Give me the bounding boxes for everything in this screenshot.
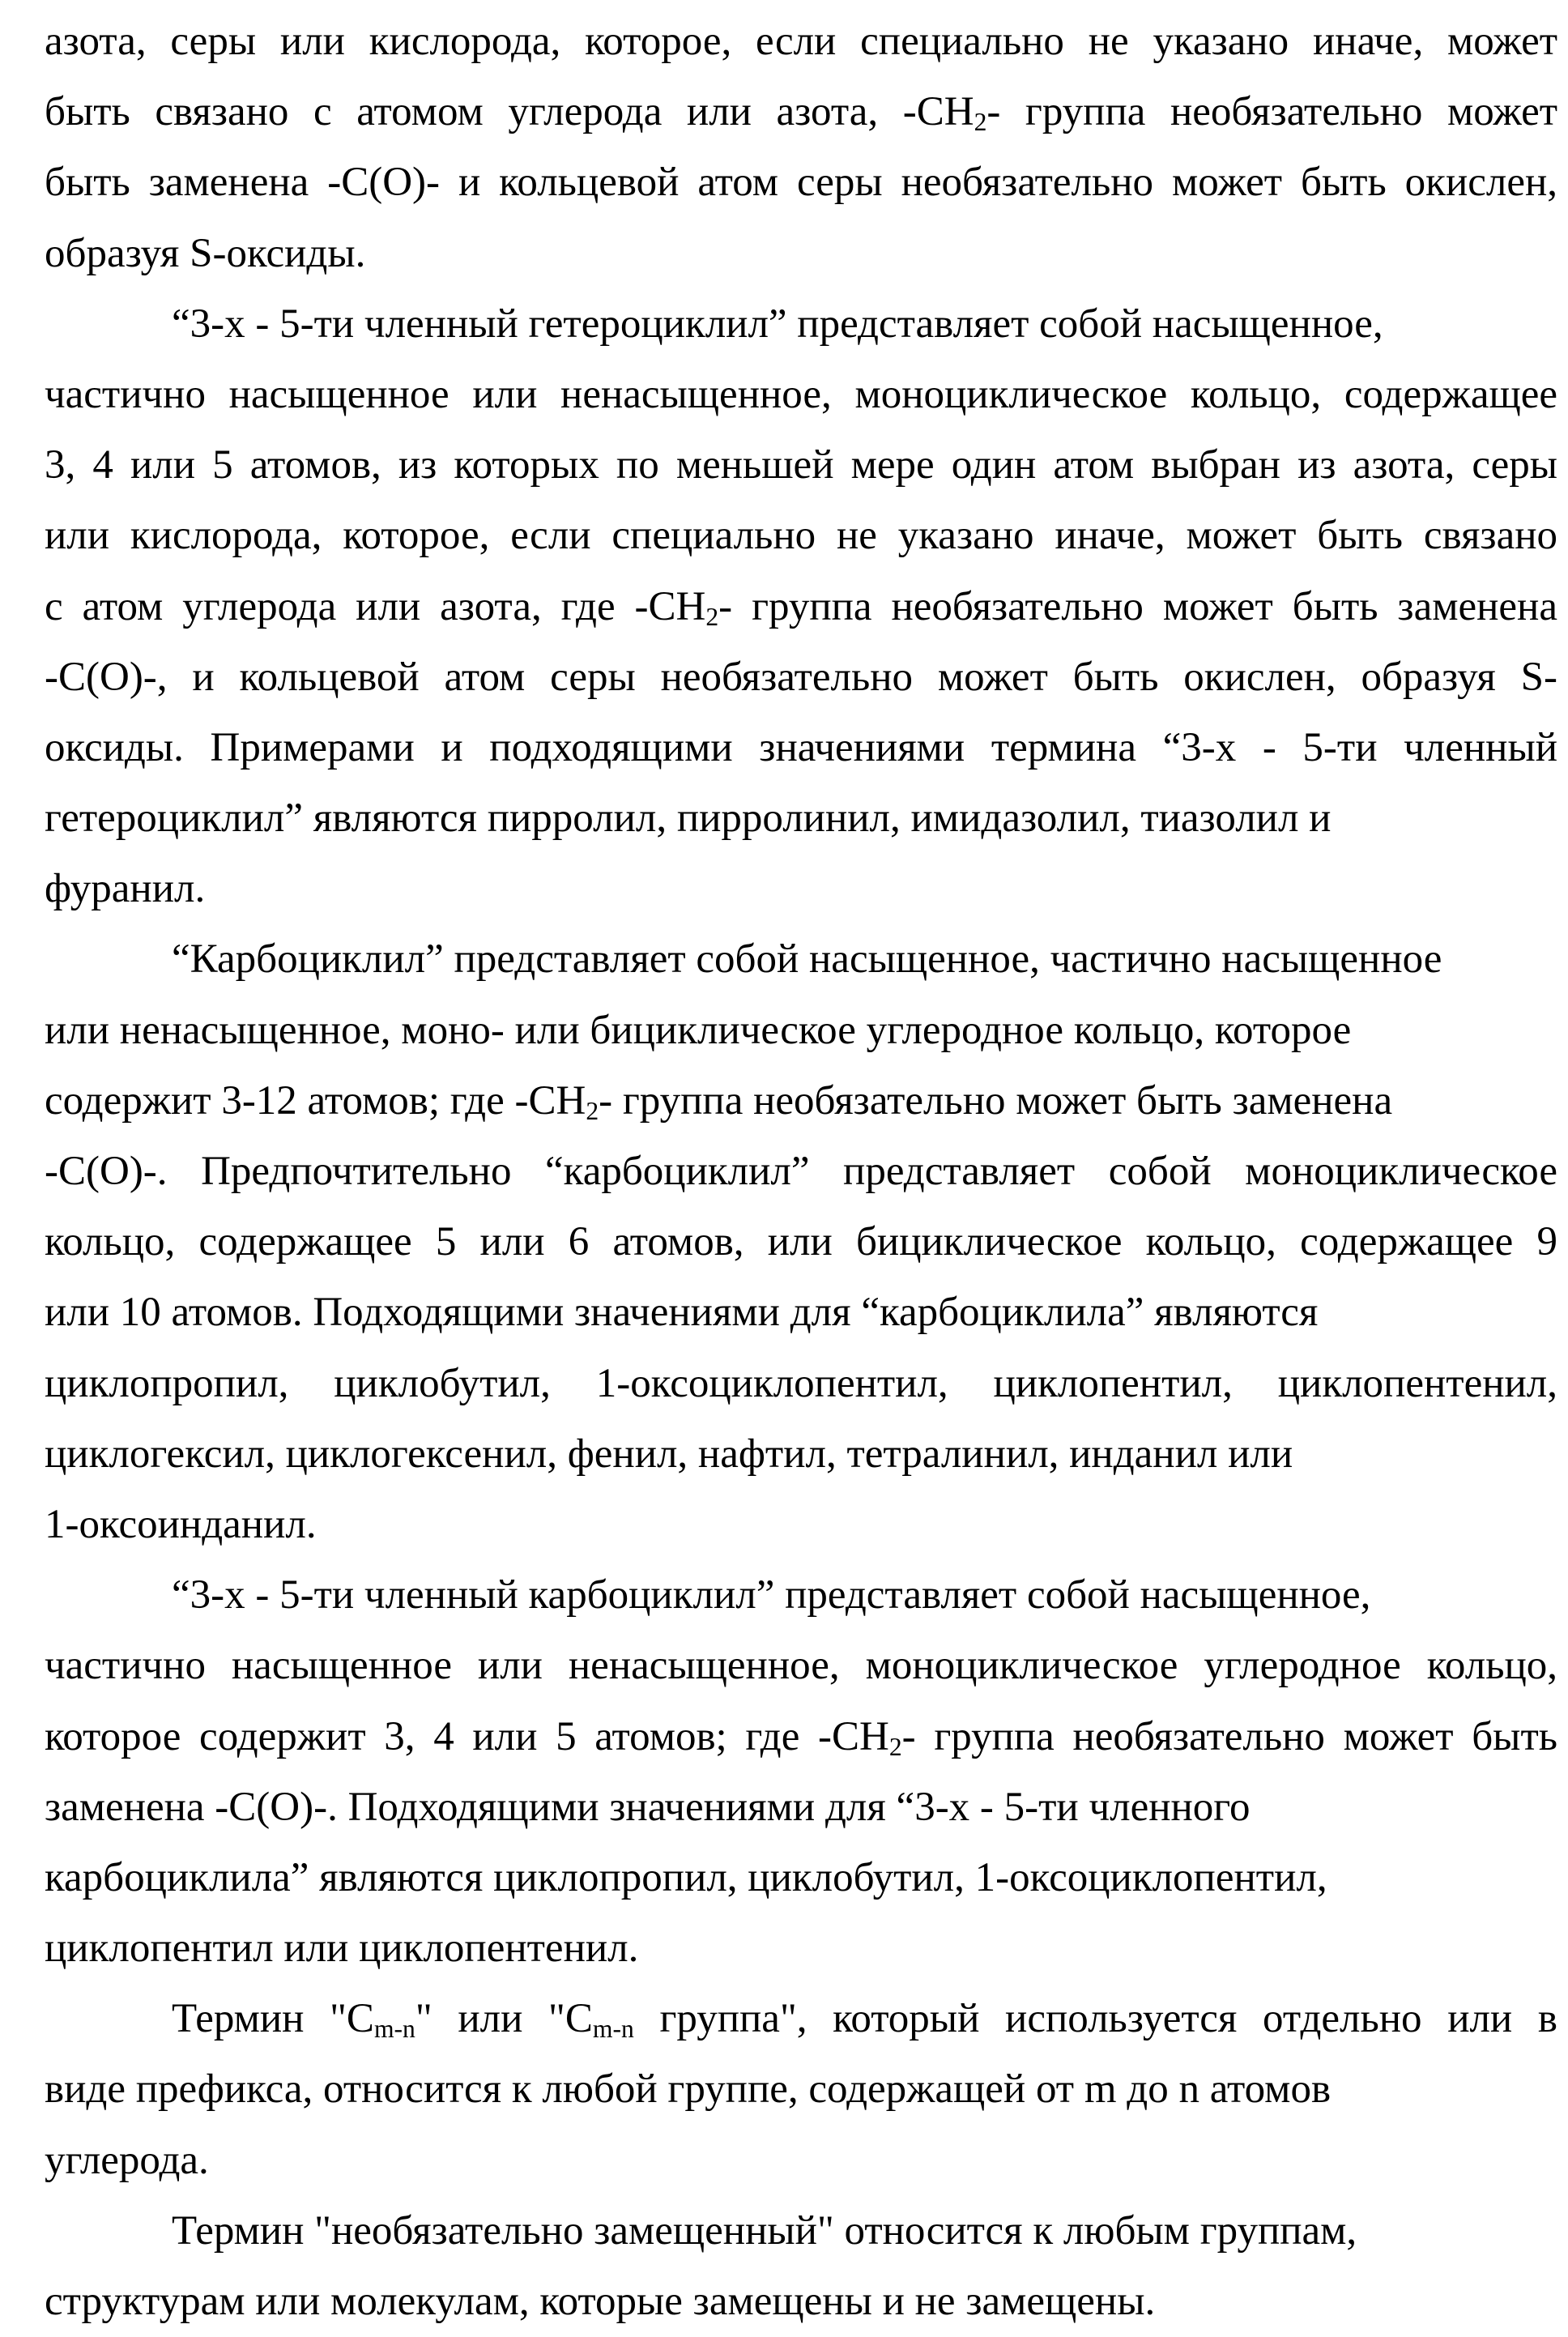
text-line — [45, 1913, 1557, 1984]
text-run: циклопентил или циклопентенил. — [45, 1925, 638, 1971]
text-run: -C(O)-, и кольцевой атом серы необязательно может быть окислен, образуя S- — [45, 655, 1557, 700]
text-line — [45, 1560, 1557, 1631]
text-line — [45, 6, 1557, 77]
text-line — [45, 854, 1557, 924]
subscript: 2 — [705, 602, 718, 630]
text-run: быть заменена -C(O)- и кольцевой атом серы необязательно может быть окислен, — [45, 160, 1557, 205]
subscript: 2 — [889, 1732, 902, 1760]
text-run: частично насыщенное или ненасыщенное, моноциклическое углеродное кольцо, — [45, 1643, 1557, 1688]
text-run: гетероциклил” являются пирролил, пирролинил, имидазолил, тиазолил и — [45, 795, 1331, 841]
text-run: частично насыщенное или ненасыщенное, моноциклическое кольцо, содержащее — [45, 372, 1557, 417]
text-run: которое содержит 3, 4 или 5 атомов; где -CH — [45, 1714, 889, 1759]
text-run: “3-х - 5-ти членный карбоциклил” представляет собой насыщенное, — [172, 1572, 1370, 1618]
text-line — [45, 1702, 1557, 1772]
text-run: кольцо, содержащее 5 или 6 атомов, или бициклическое кольцо, содержащее 9 — [45, 1219, 1557, 1264]
text-line — [45, 783, 1557, 854]
text-run: с атом углерода или азота, где -CH — [45, 584, 705, 629]
text-line — [45, 147, 1557, 218]
text-line — [45, 1490, 1557, 1560]
text-line — [45, 2054, 1557, 2125]
text-run: группа", который используется отдельно или в — [634, 1996, 1557, 2041]
text-line — [45, 1772, 1557, 1843]
text-run: “3-х - 5-ти членный гетероциклил” представляет собой насыщенное, — [172, 301, 1383, 347]
paragraph — [45, 1560, 1557, 1984]
text-line — [45, 1137, 1557, 1207]
subscript: 2 — [586, 1097, 599, 1125]
text-line — [45, 1631, 1557, 1701]
text-line — [45, 2267, 1557, 2337]
text-run: углерода. — [45, 2138, 209, 2183]
text-run: Термин "C — [172, 1996, 374, 2041]
text-line — [45, 642, 1557, 713]
text-line — [45, 501, 1557, 571]
paragraph — [45, 6, 1557, 289]
text-run: виде префикса, относится к любой группе, содержащей от m до n атомов — [45, 2066, 1331, 2112]
text-run: азота, серы или кислорода, которое, если специально не указано иначе, может — [45, 19, 1557, 64]
text-run: образуя S-оксиды. — [45, 231, 365, 276]
text-run: 1-оксоинданил. — [45, 1502, 317, 1547]
text-run: 3, 4 или 5 атомов, из которых по меньшей мере один атом выбран из азота, серы — [45, 442, 1557, 488]
text-run: содержит 3-12 атомов; где -CH — [45, 1078, 586, 1124]
text-line — [45, 2196, 1557, 2267]
text-run: оксиды. Примерами и подходящими значениями термина “3-х - 5-ти членный — [45, 725, 1557, 770]
text-run: - группа необязательно может — [986, 89, 1557, 134]
text-line — [45, 289, 1557, 360]
text-line — [45, 430, 1557, 501]
subscript: 2 — [974, 108, 987, 136]
text-run: - группа необязательно может быть заменена — [718, 584, 1557, 629]
text-run: заменена -C(O)-. Подходящими значениями для “3-х - 5-ти членного — [45, 1785, 1250, 1830]
text-run: - группа необязательно может быть — [902, 1714, 1557, 1759]
text-line — [45, 572, 1557, 642]
text-line — [45, 1843, 1557, 1913]
text-run: или ненасыщенное, моно- или бициклическое углеродное кольцо, которое — [45, 1008, 1351, 1053]
paragraph — [45, 924, 1557, 1560]
text-line — [45, 219, 1557, 289]
text-line — [45, 1984, 1557, 2054]
text-run: Термин "необязательно замещенный" относится к любым группам, — [172, 2208, 1357, 2254]
text-run: циклопропил, циклобутил, 1-оксоциклопентил, циклопентил, циклопентенил, — [45, 1361, 1557, 1406]
text-run: структурам или молекулам, которые замещены и не замещены. — [45, 2279, 1155, 2324]
text-line — [45, 924, 1557, 995]
text-line — [45, 2126, 1557, 2196]
subscript: m-n — [374, 2015, 415, 2043]
text-line — [45, 1349, 1557, 1419]
text-run: " или "C — [415, 1996, 593, 2041]
text-run: или 10 атомов. Подходящими значениями для “карбоциклила” являются — [45, 1290, 1318, 1335]
text-line — [45, 713, 1557, 783]
subscript: m-n — [593, 2015, 634, 2043]
text-run: -C(O)-. Предпочтительно “карбоциклил” представляет собой моноциклическое — [45, 1149, 1557, 1194]
text-line — [45, 1419, 1557, 1490]
paragraph — [45, 2196, 1557, 2337]
paragraph — [45, 1984, 1557, 2196]
text-line — [45, 1277, 1557, 1348]
paragraph — [45, 289, 1557, 925]
text-run: “Карбоциклил” представляет собой насыщенное, частично насыщенное — [172, 936, 1442, 982]
text-run: карбоциклила” являются циклопропил, циклобутил, 1-оксоциклопентил, — [45, 1855, 1327, 1900]
text-run: - группа необязательно может быть заменена — [599, 1078, 1392, 1124]
text-run: быть связано с атомом углерода или азота, -CH — [45, 89, 974, 134]
text-run: или кислорода, которое, если специально не указано иначе, может быть связано — [45, 513, 1557, 558]
text-line — [45, 360, 1557, 430]
text-run: фуранил. — [45, 866, 205, 911]
text-line — [45, 996, 1557, 1066]
text-line — [45, 1207, 1557, 1277]
text-line — [45, 1066, 1557, 1137]
text-line — [45, 77, 1557, 147]
text-run: циклогексил, циклогексенил, фенил, нафтил, тетралинил, инданил или — [45, 1431, 1293, 1477]
document-page — [45, 6, 1557, 2337]
